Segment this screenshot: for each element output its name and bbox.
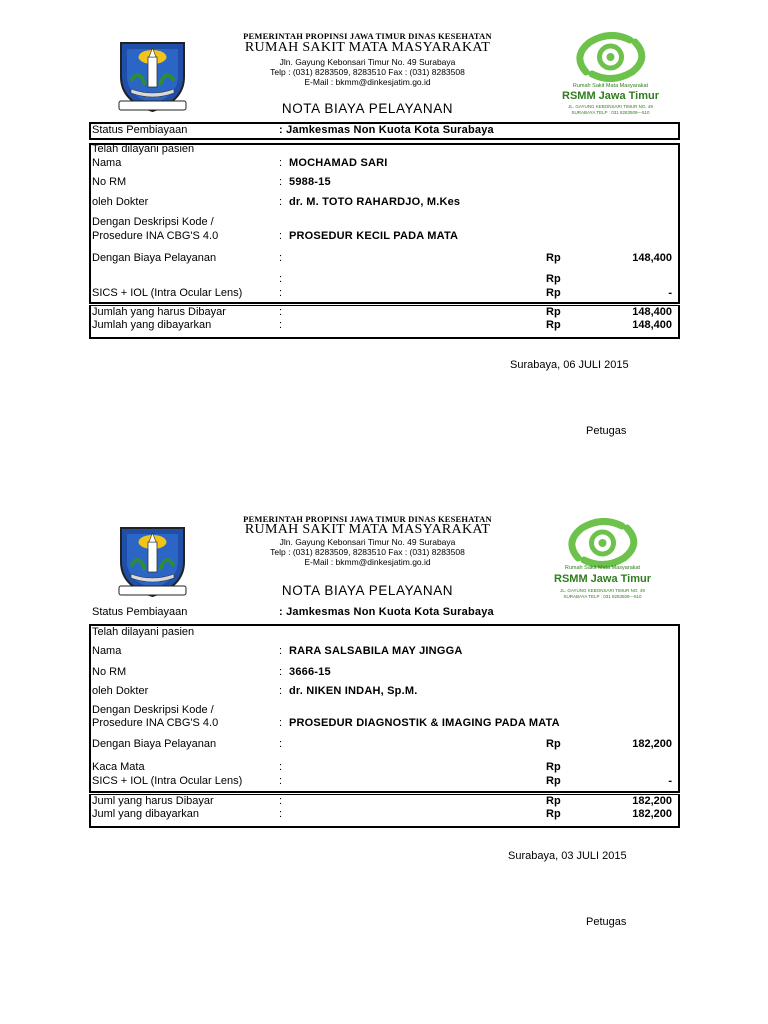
paid-currency: Rp	[546, 808, 561, 820]
sics-currency: Rp	[546, 287, 561, 299]
name-colon: :	[279, 645, 283, 657]
rm-label: No RM	[92, 176, 127, 188]
logo-line3: JL. GAYUNG KEBONSARI TIMUR NO. 49	[568, 104, 653, 109]
procedure-description: PROSEDUR KECIL PADA MATA	[289, 230, 459, 242]
header-phone: Telp : (031) 8283509, 8283510 Fax : (031) 8283508	[270, 547, 465, 557]
patient-name: RARA SALSABILA MAY JINGGA	[289, 645, 463, 657]
total-amount: 148,400	[632, 306, 672, 318]
paid-label: Juml yang dibayarkan	[92, 808, 200, 820]
name-label: Nama	[92, 157, 122, 169]
extra-label: Kaca Mata	[92, 761, 145, 773]
sics-amount: -	[668, 287, 672, 299]
paid-amount: 182,200	[632, 808, 672, 820]
header-government: PEMERINTAH PROPINSI JAWA TIMUR DINAS KESEHATAN	[243, 31, 492, 41]
biaya-currency: Rp	[546, 252, 561, 264]
place-date: Surabaya, 06 JULI 2015	[510, 359, 629, 371]
logo-line4: SURABAYA TELP : 031 8283509---510	[563, 594, 642, 599]
desc-label-1: Dengan Deskripsi Kode /	[92, 216, 214, 228]
header-government: PEMERINTAH PROPINSI JAWA TIMUR DINAS KESEHATAN	[243, 514, 492, 524]
sics-label: SICS + IOL (Intra Ocular Lens)	[92, 287, 243, 299]
desc-label-2: Prosedure INA CBG'S 4.0	[92, 717, 219, 729]
sics-label: SICS + IOL (Intra Ocular Lens)	[92, 775, 243, 787]
header-email: E-Mail : bkmm@dinkesjatim.go.id	[304, 77, 431, 87]
paid-currency: Rp	[546, 319, 561, 331]
nota-title: NOTA BIAYA PELAYANAN	[281, 101, 454, 116]
doctor-name: dr. M. TOTO RAHARDJO, M.Kes	[289, 196, 461, 208]
desc-colon: :	[279, 230, 283, 242]
logo-line2: RSMM Jawa Timur	[554, 573, 651, 585]
biaya-label: Dengan Biaya Pelayanan	[92, 738, 217, 750]
extra-currency: Rp	[546, 761, 561, 773]
total-label: Juml yang harus Dibayar	[92, 795, 214, 807]
sics-currency: Rp	[546, 775, 561, 787]
paid-amount: 148,400	[632, 319, 672, 331]
logo-line1: Rumah Sakit Mata Masyarakat	[564, 565, 641, 571]
patient-name: MOCHAMAD SARI	[289, 157, 388, 169]
biaya-amount: 182,200	[632, 738, 672, 750]
extra-colon: :	[279, 761, 283, 773]
doctor-name: dr. NIKEN INDAH, Sp.M.	[289, 685, 418, 697]
name-colon: :	[279, 157, 283, 169]
rsmm-eye-icon	[560, 518, 645, 568]
total-amount: 182,200	[632, 795, 672, 807]
logo-line3: JL. GAYUNG KEBONSARI TIMUR NO. 49	[560, 588, 645, 593]
rm-number: 5988-15	[289, 176, 331, 188]
status-label: Status Pembiayaan	[92, 124, 188, 136]
total-colon: :	[279, 795, 283, 807]
header-hospital-name: RUMAH SAKIT MATA MASYARAKAT	[244, 522, 491, 537]
header-email: E-Mail : bkmm@dinkesjatim.go.id	[304, 557, 431, 567]
officer-label: Petugas	[586, 425, 627, 437]
rm-colon: :	[279, 666, 283, 678]
biaya-colon: :	[279, 252, 283, 264]
header-address: Jln. Gayung Kebonsari Timur No. 49 Surabaya	[279, 57, 456, 67]
logo-line4: SURABAYA TELP : 031 8283509---510	[571, 110, 650, 115]
total-colon: :	[279, 306, 283, 318]
biaya-label: Dengan Biaya Pelayanan	[92, 252, 217, 264]
sics-colon: :	[279, 775, 283, 787]
served-label: Telah dilayani pasien	[92, 143, 195, 155]
name-label: Nama	[92, 645, 122, 657]
logo-line1: Rumah Sakit Mata Masyarakat	[572, 83, 649, 89]
nota-title: NOTA BIAYA PELAYANAN	[281, 583, 454, 598]
paid-colon: :	[279, 319, 283, 331]
extra-colon: :	[279, 273, 283, 285]
desc-label-1: Dengan Deskripsi Kode /	[92, 704, 214, 716]
procedure-description: PROSEDUR DIAGNOSTIK & IMAGING PADA MATA	[289, 717, 560, 729]
rm-number: 3666-15	[289, 666, 331, 678]
paid-label: Jumlah yang dibayarkan	[92, 319, 212, 331]
place-date: Surabaya, 03 JULI 2015	[508, 850, 627, 862]
extra-currency: Rp	[546, 273, 561, 285]
sics-colon: :	[279, 287, 283, 299]
doctor-colon: :	[279, 685, 283, 697]
biaya-currency: Rp	[546, 738, 561, 750]
doctor-label: oleh Dokter	[92, 685, 149, 697]
sics-amount: -	[668, 775, 672, 787]
total-currency: Rp	[546, 306, 561, 318]
status-label: Status Pembiayaan	[92, 606, 188, 618]
doctor-colon: :	[279, 196, 283, 208]
status-value: : Jamkesmas Non Kuota Kota Surabaya	[279, 606, 494, 618]
desc-colon: :	[279, 717, 283, 729]
served-label: Telah dilayani pasien	[92, 626, 195, 638]
east-java-crest-icon	[115, 522, 190, 600]
header-hospital-name: RUMAH SAKIT MATA MASYARAKAT	[244, 40, 491, 55]
rm-colon: :	[279, 176, 283, 188]
status-value: : Jamkesmas Non Kuota Kota Surabaya	[279, 124, 494, 136]
logo-line2: RSMM Jawa Timur	[562, 90, 659, 102]
desc-label-2: Prosedure INA CBG'S 4.0	[92, 230, 219, 242]
rsmm-logo	[535, 518, 670, 608]
total-label: Jumlah yang harus Dibayar	[92, 306, 226, 318]
total-currency: Rp	[546, 795, 561, 807]
rm-label: No RM	[92, 666, 127, 678]
doctor-label: oleh Dokter	[92, 196, 149, 208]
biaya-amount: 148,400	[632, 252, 672, 264]
header-address: Jln. Gayung Kebonsari Timur No. 49 Surabaya	[279, 537, 456, 547]
paid-colon: :	[279, 808, 283, 820]
header-phone: Telp : (031) 8283509, 8283510 Fax : (031) 8283508	[270, 67, 465, 77]
officer-label: Petugas	[586, 916, 627, 928]
biaya-colon: :	[279, 738, 283, 750]
